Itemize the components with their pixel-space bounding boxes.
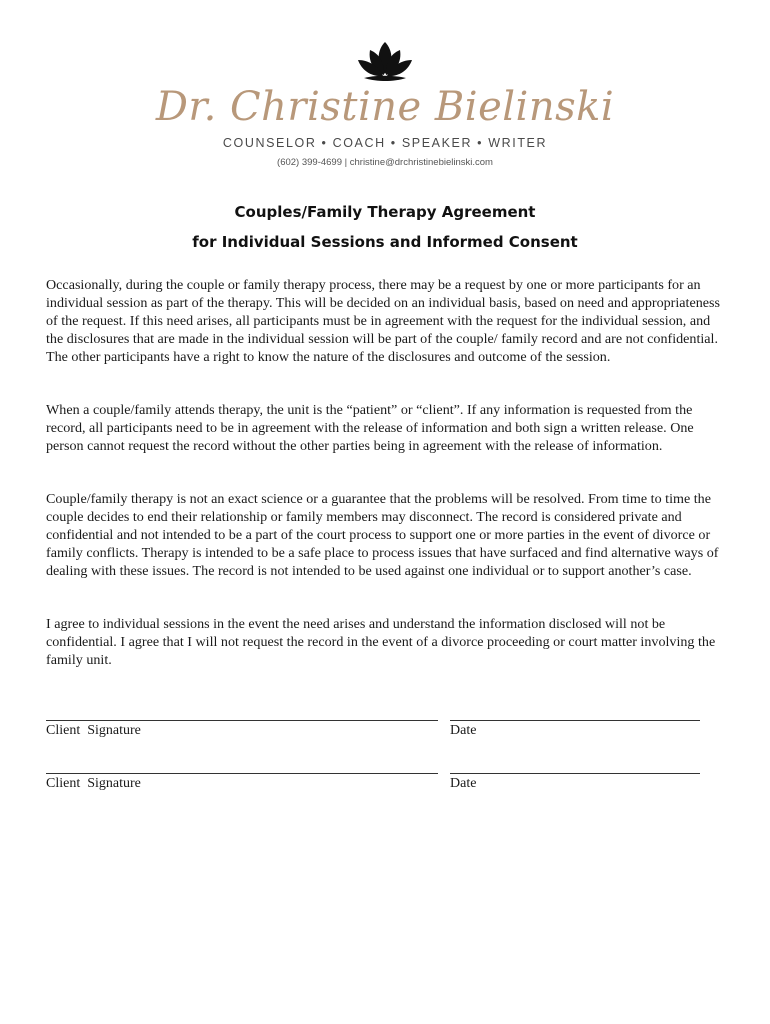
lotus-icon — [350, 40, 420, 86]
signature-line[interactable] — [46, 720, 438, 721]
date-label: Date — [450, 723, 477, 738]
brand-contact: (602) 399-4699 | christine@drchristinebielinski.com — [277, 157, 493, 168]
signature-line[interactable] — [46, 773, 438, 774]
document-subtitle: for Individual Sessions and Informed Consent — [192, 233, 578, 251]
signature-label: Client Signature — [46, 723, 141, 738]
brand-tagline: COUNSELOR • COACH • SPEAKER • WRITER — [222, 136, 548, 150]
date-label: Date — [450, 776, 477, 791]
paragraph-agreement: I agree to individual sessions in the event the need arises and understand the information disclosed will not be confidential. I agree that I will not request the record in the event of a divorce proceeding or court matter involving the family unit. — [46, 616, 716, 668]
document-title: Couples/Family Therapy Agreement — [234, 203, 536, 221]
paragraph-unit-client: When a couple/family attends therapy, the unit is the “patient” or “client”. If any information is requested from the record, all participants need to be in agreement with the release of information and both sign a written release. One person cannot request the record without the other parties being in agreement with the release of information. — [46, 402, 694, 454]
date-line[interactable] — [450, 773, 700, 774]
signature-label: Client Signature — [46, 776, 141, 791]
brand-name: Dr. Christine Bielinski — [155, 84, 615, 130]
paragraph-individual-sessions: Occasionally, during the couple or family therapy process, there may be a request by one or more participants for an individual session as part of the therapy. This will be decided on an individual basis, based on need and appropriateness of the request. If this need arises, all participants must be in agreement with the request for the individual session, and the disclosures that are made in the individual session will be part of the couple/ family record and are not confidential. The other participants have a right to know the nature of the disclosures and outcome of the session. — [46, 277, 720, 365]
paragraph-not-exact-science: Couple/family therapy is not an exact science or a guarantee that the problems will be resolved. From time to time the couple decides to end their relationship or family members may disconnect. The record is considered private and confidential and not intended to be a part of the court process to support one or more parties in the event of divorce or family conflicts. Therapy is intended to be a safe place to process issues that have surfaced and find alternative ways of dealing with these issues. The record is not intended to be used against one individual or to support another’s case. — [46, 491, 719, 579]
letterhead — [0, 40, 770, 170]
date-line[interactable] — [450, 720, 700, 721]
